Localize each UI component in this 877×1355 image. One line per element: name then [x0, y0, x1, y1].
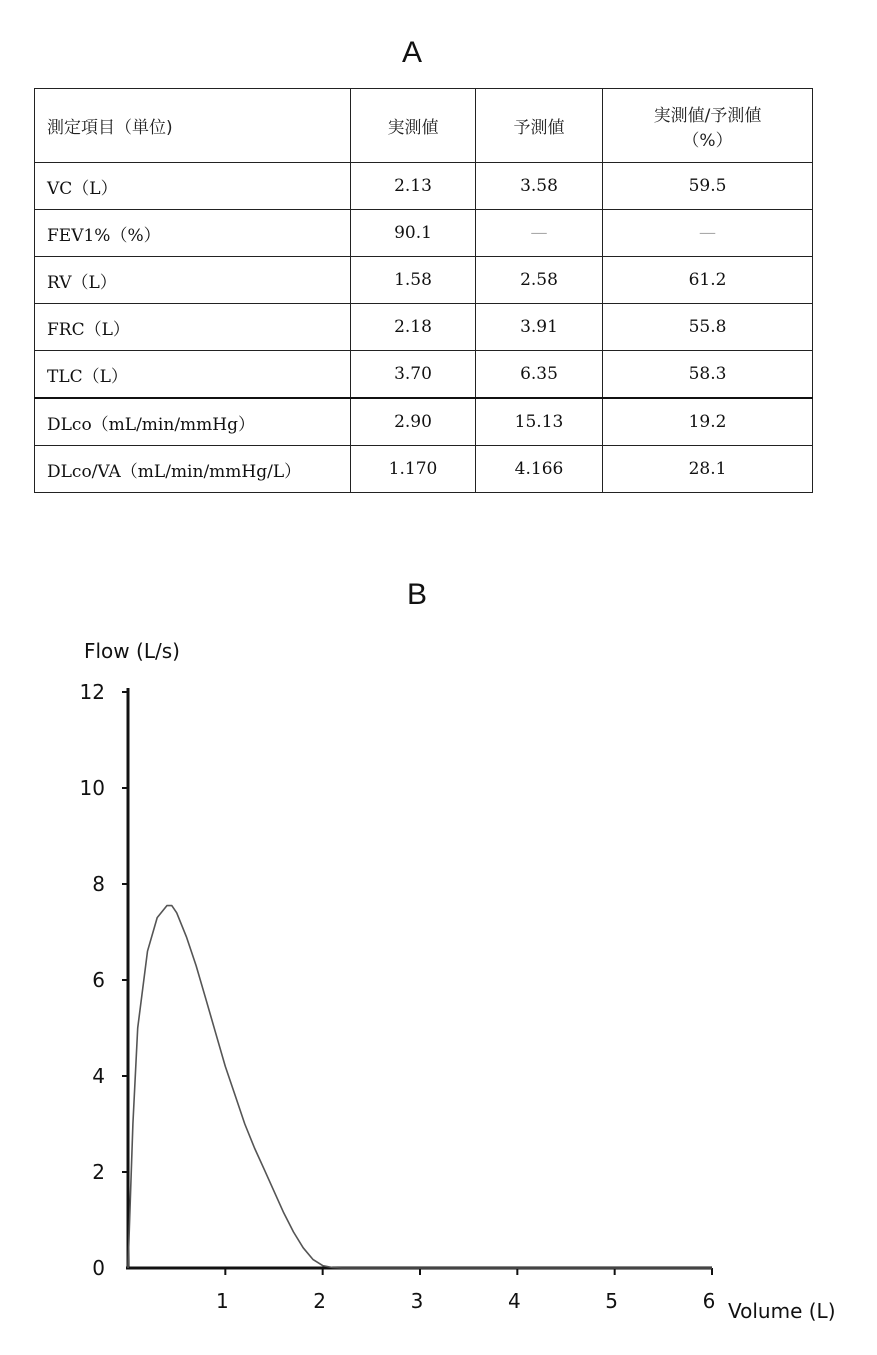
header-measured: 実測値	[351, 89, 476, 163]
x-tick-label: 1	[215, 1289, 229, 1313]
y-tick-label: 0	[92, 1256, 105, 1280]
row-item: VC（L）	[35, 163, 351, 210]
table-row	[35, 446, 813, 493]
header-predicted: 予測値	[476, 89, 603, 163]
row-item: DLco（mL/min/mmHg）	[35, 398, 351, 446]
row-measured: 2.90	[351, 398, 476, 446]
row-item: TLC（L）	[35, 351, 351, 399]
x-tick-label: 3	[410, 1289, 424, 1313]
row-predicted: 6.35	[476, 351, 603, 399]
table-row	[35, 351, 813, 399]
row-measured: 3.70	[351, 351, 476, 399]
row-item: FEV1%（%）	[35, 210, 351, 257]
row-predicted: 15.13	[476, 398, 603, 446]
y-tick-label: 2	[92, 1160, 105, 1184]
row-measured: 2.13	[351, 163, 476, 210]
row-measured: 2.18	[351, 304, 476, 351]
y-tick-label: 8	[92, 872, 105, 896]
x-tick-label: 2	[313, 1289, 327, 1313]
row-predicted: 4.166	[476, 446, 603, 493]
row-item: DLco/VA（mL/min/mmHg/L）	[35, 446, 351, 493]
y-tick-label: 4	[92, 1064, 105, 1088]
y-axis-label: Flow (L/s)	[84, 639, 180, 663]
row-predicted: 3.91	[476, 304, 603, 351]
table-row	[35, 210, 813, 257]
table-row	[35, 163, 813, 210]
row-predicted: 3.58	[476, 163, 603, 210]
row-item: FRC（L）	[35, 304, 351, 351]
row-measured: 90.1	[351, 210, 476, 257]
row-predicted: 2.58	[476, 257, 603, 304]
row-ratio: —	[603, 210, 813, 257]
header-item: 測定項目（単位)	[35, 89, 351, 163]
row-ratio: 55.8	[603, 304, 813, 351]
row-measured: 1.58	[351, 257, 476, 304]
row-ratio: 58.3	[603, 351, 813, 399]
row-ratio: 28.1	[603, 446, 813, 493]
row-ratio: 19.2	[603, 398, 813, 446]
y-tick-label: 12	[79, 680, 105, 704]
lung-function-table	[34, 88, 813, 493]
row-measured: 1.170	[351, 446, 476, 493]
row-ratio: 59.5	[603, 163, 813, 210]
table-row	[35, 398, 813, 446]
flow-volume-curve	[128, 906, 712, 1268]
flow-volume-chart	[0, 620, 877, 1355]
table-row	[35, 257, 813, 304]
header-ratio-label: 実測値/予測値	[653, 105, 762, 126]
panel-a-label: A	[402, 36, 423, 69]
x-axis-label: Volume (L)	[728, 1299, 836, 1323]
table-header-row	[35, 89, 813, 163]
y-tick-label: 6	[92, 968, 105, 992]
table-row	[35, 304, 813, 351]
panel-b-label: B	[407, 578, 428, 611]
header-ratio	[603, 89, 813, 163]
header-ratio-unit: （%）	[682, 130, 733, 151]
y-tick-label: 10	[79, 776, 105, 800]
row-predicted: —	[476, 210, 603, 257]
row-item: RV（L）	[35, 257, 351, 304]
x-tick-label: 5	[605, 1289, 619, 1313]
x-tick-label: 6	[702, 1289, 716, 1313]
x-tick-label: 4	[507, 1289, 521, 1313]
row-ratio: 61.2	[603, 257, 813, 304]
